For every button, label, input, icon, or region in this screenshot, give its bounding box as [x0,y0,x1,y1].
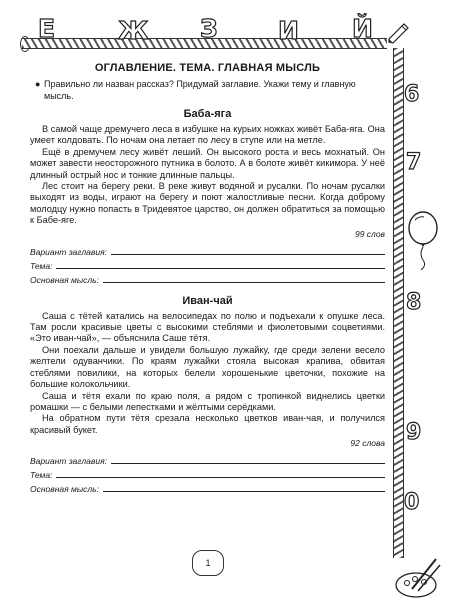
pencil-icon [385,20,411,46]
decor-letter-4: И [278,16,299,45]
decor-digit-4: 9 [406,420,422,445]
story-title-baba-yaga: Баба-яга [183,108,232,120]
story-paragraph: Они поехали дальше и увидели большую лужайку, где среди зелени весело желтели одуванчики. По краям лужайки стояла высокая крапива, обвитая стеблями повилики, на которых белели хорошенькие цветочки, похожие на большие колокольчики. [30,344,385,390]
answer-line[interactable] [103,282,385,283]
answer-field-title[interactable] [30,243,385,257]
field-label: Основная мысль: [30,484,99,495]
page-number: 1 [192,550,224,576]
bullet-icon: ● [35,79,41,89]
field-label: Основная мысль: [30,274,99,285]
story-title-ivan-chai: Иван-чай [182,294,233,307]
answer-field-theme[interactable] [30,257,385,271]
field-label: Вариант заглавия: [30,246,107,257]
decor-digit-2: 7 [406,150,422,175]
decor-letter-3: З [200,14,218,43]
answer-line[interactable] [103,491,385,492]
story-paragraph: В самой чаще дремучего леса в избушке на курьих ножках живёт Баба-яга. Она умеет колдовать. По ночам она летает по лесу в ступе или на метле. [30,124,385,146]
field-label: Тема: [30,260,53,271]
page-title: ОГЛАВЛЕНИЕ. ТЕМА. ГЛАВНАЯ МЫСЛЬ [94,62,321,74]
story-paragraph: Ещё в дремучем лесу живёт леший. Он высокого роста и весь мохнатый. Он может завести неосторожного путника в болото. А в болоте живёт кикимора. У неё длинный острый нос и тонкие длинные пальцы. [30,146,385,180]
field-label: Тема: [30,470,53,481]
answer-line[interactable] [56,477,385,478]
answer-field-theme[interactable] [30,466,385,480]
instruction-text: Правильно ли назван рассказ? Придумай заглавие. Укажи тему и главную мысль. [44,79,356,101]
field-label: Вариант заглавия: [30,456,107,467]
answer-field-main-idea[interactable] [30,271,385,285]
answer-field-main-idea[interactable] [30,480,385,494]
story-paragraph: Саша с тётей катались на велосипедах по полю и подъехали к опушке леса. Там росли красивые цветы с высокими стеблями и фиолетовыми соцветиями. «Это иван-чай», — объяснила Саше тётя. [30,310,385,344]
word-count: 99 слов [354,228,385,239]
decor-letter-5: Й [352,14,373,43]
decor-digit-3: 8 [406,290,422,315]
decor-digit-5: 0 [404,490,420,515]
task-instruction [30,78,385,102]
story-paragraph: На обратном пути тётя срезала несколько цветков иван-чая, и получился красивый букет. [30,413,385,435]
story-paragraph: Саша и тётя ехали по краю поля, а рядом с тропинкой виднелись цветки ромашки — с белыми лепестками и жёлтыми серёдками. [30,390,385,412]
palette-icon [392,555,442,600]
word-count: 92 слова [350,438,385,449]
answer-line[interactable] [111,254,385,255]
decor-letter-1: Е [38,14,56,43]
answer-field-title[interactable] [30,452,385,466]
worksheet-content [30,62,385,494]
answer-line[interactable] [111,463,385,464]
balloon-icon [405,210,441,270]
answer-line[interactable] [56,268,385,269]
frame-right-border [393,48,404,558]
decor-letter-2: Ж [118,16,149,45]
story-paragraph: Лес стоит на берегу реки. В реке живут водяной и русалки. По ночам русалки выходят из воды, играют на берегу и поют жалостливые песни. Когда доброму молодцу нужно попасть в Тридевятое царство, он должен обратиться за помощью к Бабе-яге. [30,181,385,226]
decor-digit-1: 6 [404,82,420,107]
